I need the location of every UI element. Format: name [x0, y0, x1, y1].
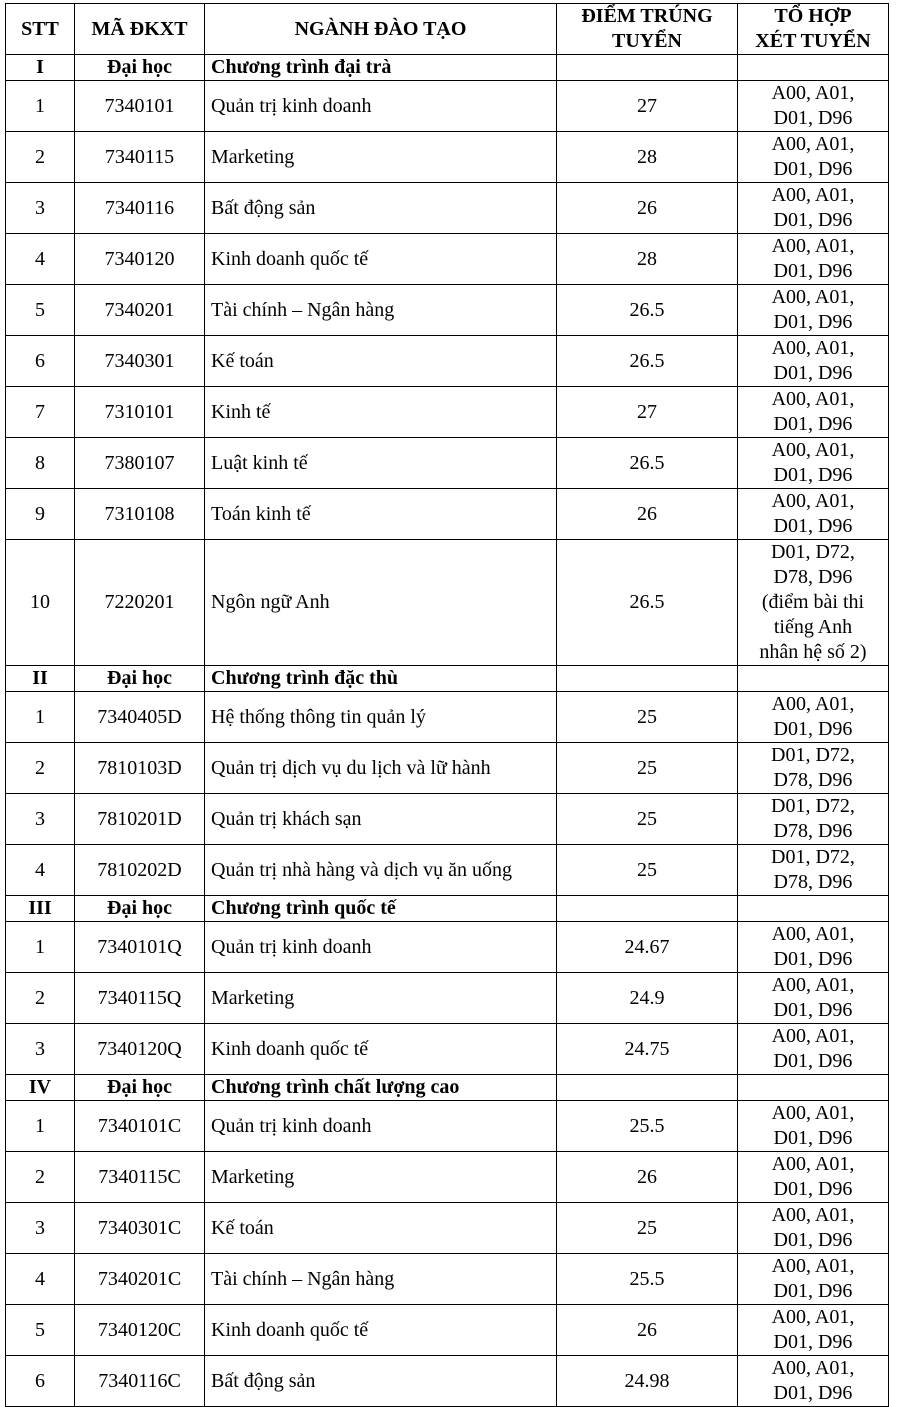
row-combo	[738, 743, 889, 794]
table-row	[6, 234, 889, 285]
row-major: Kế toán	[205, 336, 557, 387]
row-major: Quản trị nhà hàng và dịch vụ ăn uống	[205, 845, 557, 896]
table-row	[6, 336, 889, 387]
section-stt: II	[6, 666, 75, 692]
row-stt: 2	[6, 973, 75, 1024]
section-row	[6, 1075, 889, 1101]
section-stt: IV	[6, 1075, 75, 1101]
row-code: 7310108	[75, 489, 205, 540]
row-major: Quản trị dịch vụ du lịch và lữ hành	[205, 743, 557, 794]
row-code: 7340301	[75, 336, 205, 387]
section-combo-empty	[738, 55, 889, 81]
row-score: 26.5	[557, 438, 738, 489]
row-stt: 2	[6, 132, 75, 183]
table-row	[6, 540, 889, 666]
table-row	[6, 1254, 889, 1305]
row-combo	[738, 336, 889, 387]
row-score: 25	[557, 692, 738, 743]
row-combo	[738, 692, 889, 743]
row-combo-line: D01, D72,	[771, 846, 855, 868]
table-row	[6, 1356, 889, 1407]
row-combo	[738, 132, 889, 183]
row-stt: 4	[6, 234, 75, 285]
row-combo-line: nhân hệ số 2)	[759, 641, 867, 663]
row-combo	[738, 489, 889, 540]
row-code: 7340201C	[75, 1254, 205, 1305]
row-combo-line: D01, D96	[773, 1229, 853, 1251]
row-combo-line: D01, D96	[773, 464, 853, 486]
row-combo	[738, 1203, 889, 1254]
row-combo-line: D01, D96	[773, 515, 853, 537]
row-code: 7340101	[75, 81, 205, 132]
row-combo-line: D01, D96	[773, 107, 853, 129]
row-stt: 4	[6, 1254, 75, 1305]
row-combo	[738, 387, 889, 438]
row-combo-line: D01, D96	[773, 260, 853, 282]
row-stt: 3	[6, 183, 75, 234]
section-program: Chương trình quốc tế	[205, 896, 557, 922]
row-stt: 1	[6, 1101, 75, 1152]
row-stt: 1	[6, 692, 75, 743]
section-stt: III	[6, 896, 75, 922]
row-major: Bất động sản	[205, 183, 557, 234]
row-score: 25	[557, 794, 738, 845]
table-row	[6, 489, 889, 540]
row-score: 25.5	[557, 1101, 738, 1152]
row-stt: 2	[6, 743, 75, 794]
row-code: 7340116C	[75, 1356, 205, 1407]
row-combo	[738, 285, 889, 336]
header-code: MÃ ĐKXT	[75, 4, 205, 55]
row-combo-line: D01, D96	[773, 1382, 853, 1404]
row-code: 7340405D	[75, 692, 205, 743]
row-major: Marketing	[205, 132, 557, 183]
row-stt: 7	[6, 387, 75, 438]
row-major: Quản trị kinh doanh	[205, 1101, 557, 1152]
section-score-empty	[557, 1075, 738, 1101]
section-row	[6, 666, 889, 692]
row-combo-line: A00, A01,	[771, 1153, 855, 1175]
row-combo-line: A00, A01,	[771, 923, 855, 945]
row-major: Kinh tế	[205, 387, 557, 438]
row-combo-line: A00, A01,	[771, 337, 855, 359]
header-combo	[738, 4, 889, 55]
row-code: 7340115	[75, 132, 205, 183]
table-row	[6, 1101, 889, 1152]
table-header-row	[6, 4, 889, 55]
row-code: 7340120Q	[75, 1024, 205, 1075]
row-combo	[738, 1356, 889, 1407]
table-row	[6, 183, 889, 234]
section-combo-empty	[738, 666, 889, 692]
row-score: 25.5	[557, 1254, 738, 1305]
row-score: 26.5	[557, 336, 738, 387]
row-score: 27	[557, 387, 738, 438]
row-stt: 6	[6, 1356, 75, 1407]
header-score-line1: ĐIỂM TRÚNG	[581, 5, 713, 27]
table-row	[6, 285, 889, 336]
row-code: 7810103D	[75, 743, 205, 794]
row-combo-line: D01, D72,	[771, 541, 855, 563]
section-row	[6, 55, 889, 81]
row-combo-line: A00, A01,	[771, 1204, 855, 1226]
row-code: 7340115Q	[75, 973, 205, 1024]
row-combo-line: A00, A01,	[771, 388, 855, 410]
row-code: 7340101C	[75, 1101, 205, 1152]
table-row	[6, 973, 889, 1024]
table-row	[6, 1152, 889, 1203]
row-major: Tài chính – Ngân hàng	[205, 285, 557, 336]
row-major: Tài chính – Ngân hàng	[205, 1254, 557, 1305]
row-combo-line: D01, D96	[773, 311, 853, 333]
section-combo-empty	[738, 896, 889, 922]
row-score: 28	[557, 234, 738, 285]
row-code: 7220201	[75, 540, 205, 666]
row-combo-line: A00, A01,	[771, 1357, 855, 1379]
row-score: 26.5	[557, 285, 738, 336]
row-code: 7810202D	[75, 845, 205, 896]
section-score-empty	[557, 55, 738, 81]
table-row	[6, 1203, 889, 1254]
row-combo	[738, 1152, 889, 1203]
row-score: 24.98	[557, 1356, 738, 1407]
admission-scores-table	[5, 3, 889, 1407]
row-combo	[738, 1305, 889, 1356]
section-level: Đại học	[75, 666, 205, 692]
row-code: 7380107	[75, 438, 205, 489]
row-combo-line: A00, A01,	[771, 1102, 855, 1124]
row-combo	[738, 794, 889, 845]
row-major: Hệ thống thông tin quản lý	[205, 692, 557, 743]
section-program: Chương trình đại trà	[205, 55, 557, 81]
row-combo-line: A00, A01,	[771, 1255, 855, 1277]
row-combo-line: A00, A01,	[771, 235, 855, 257]
row-code: 7810201D	[75, 794, 205, 845]
row-score: 24.75	[557, 1024, 738, 1075]
row-combo-line: D78, D96	[773, 871, 853, 893]
row-combo	[738, 540, 889, 666]
row-combo-line: D01, D96	[773, 209, 853, 231]
header-combo-line1: TỔ HỢP	[774, 5, 852, 27]
row-score: 25	[557, 743, 738, 794]
row-stt: 8	[6, 438, 75, 489]
row-combo-line: D01, D96	[773, 1127, 853, 1149]
row-code: 7310101	[75, 387, 205, 438]
row-combo	[738, 234, 889, 285]
row-stt: 3	[6, 1203, 75, 1254]
row-combo	[738, 845, 889, 896]
row-major: Bất động sản	[205, 1356, 557, 1407]
row-code: 7340301C	[75, 1203, 205, 1254]
table-row	[6, 692, 889, 743]
section-level: Đại học	[75, 1075, 205, 1101]
row-combo-line: A00, A01,	[771, 1025, 855, 1047]
row-combo	[738, 1101, 889, 1152]
row-combo-line: D01, D96	[773, 999, 853, 1021]
row-score: 26	[557, 489, 738, 540]
section-combo-empty	[738, 1075, 889, 1101]
row-combo-line: D78, D96	[773, 769, 853, 791]
row-score: 26	[557, 183, 738, 234]
row-combo-line: D01, D96	[773, 948, 853, 970]
header-combo-line2: XÉT TUYỂN	[755, 30, 871, 52]
header-major: NGÀNH ĐÀO TẠO	[205, 4, 557, 55]
table-row	[6, 845, 889, 896]
row-major: Marketing	[205, 1152, 557, 1203]
row-stt: 4	[6, 845, 75, 896]
row-combo-line: D01, D96	[773, 1050, 853, 1072]
row-code: 7340201	[75, 285, 205, 336]
row-stt: 2	[6, 1152, 75, 1203]
row-combo-line: D01, D96	[773, 1331, 853, 1353]
row-combo-line: (điểm bài thi	[761, 591, 865, 613]
row-combo-line: D01, D72,	[771, 795, 855, 817]
row-combo-line: A00, A01,	[771, 82, 855, 104]
row-combo	[738, 81, 889, 132]
row-combo-line: D01, D72,	[771, 744, 855, 766]
row-stt: 5	[6, 285, 75, 336]
table-row	[6, 1024, 889, 1075]
row-combo-line: A00, A01,	[771, 133, 855, 155]
row-combo-line: A00, A01,	[771, 439, 855, 461]
table-row	[6, 438, 889, 489]
row-stt: 1	[6, 922, 75, 973]
row-code: 7340101Q	[75, 922, 205, 973]
table-body	[6, 55, 889, 1407]
row-major: Kinh doanh quốc tế	[205, 234, 557, 285]
table-row	[6, 132, 889, 183]
row-stt: 1	[6, 81, 75, 132]
row-stt: 3	[6, 794, 75, 845]
table-row	[6, 743, 889, 794]
table-row	[6, 81, 889, 132]
row-code: 7340120	[75, 234, 205, 285]
row-score: 28	[557, 132, 738, 183]
row-combo	[738, 1254, 889, 1305]
row-combo	[738, 183, 889, 234]
row-combo-line: A00, A01,	[771, 490, 855, 512]
header-score	[557, 4, 738, 55]
row-major: Toán kinh tế	[205, 489, 557, 540]
row-score: 26.5	[557, 540, 738, 666]
row-combo-line: D01, D96	[773, 1178, 853, 1200]
row-combo-line: D01, D96	[773, 413, 853, 435]
row-major: Luật kinh tế	[205, 438, 557, 489]
row-combo-line: D01, D96	[773, 158, 853, 180]
row-major: Kinh doanh quốc tế	[205, 1305, 557, 1356]
header-stt: STT	[6, 4, 75, 55]
row-combo-line: A00, A01,	[771, 974, 855, 996]
row-score: 24.9	[557, 973, 738, 1024]
row-stt: 10	[6, 540, 75, 666]
row-score: 26	[557, 1305, 738, 1356]
row-combo	[738, 438, 889, 489]
table-row	[6, 387, 889, 438]
section-program: Chương trình chất lượng cao	[205, 1075, 557, 1101]
section-program: Chương trình đặc thù	[205, 666, 557, 692]
row-combo-line: A00, A01,	[771, 693, 855, 715]
section-level: Đại học	[75, 55, 205, 81]
row-combo	[738, 1024, 889, 1075]
row-score: 25	[557, 1203, 738, 1254]
section-level: Đại học	[75, 896, 205, 922]
row-major: Quản trị khách sạn	[205, 794, 557, 845]
row-combo-line: D01, D96	[773, 718, 853, 740]
row-combo-line: tiếng Anh	[773, 616, 853, 638]
section-row	[6, 896, 889, 922]
row-combo-line: D78, D96	[773, 820, 853, 842]
table-row	[6, 922, 889, 973]
row-major: Quản trị kinh doanh	[205, 922, 557, 973]
row-combo	[738, 922, 889, 973]
header-score-line2: TUYỂN	[611, 30, 682, 52]
row-code: 7340116	[75, 183, 205, 234]
table-row	[6, 794, 889, 845]
row-stt: 6	[6, 336, 75, 387]
row-major: Quản trị kinh doanh	[205, 81, 557, 132]
row-combo-line: A00, A01,	[771, 286, 855, 308]
row-code: 7340120C	[75, 1305, 205, 1356]
row-major: Marketing	[205, 973, 557, 1024]
row-combo-line: D78, D96	[773, 566, 853, 588]
row-stt: 9	[6, 489, 75, 540]
row-score: 24.67	[557, 922, 738, 973]
row-major: Ngôn ngữ Anh	[205, 540, 557, 666]
row-major: Kinh doanh quốc tế	[205, 1024, 557, 1075]
section-score-empty	[557, 666, 738, 692]
row-score: 25	[557, 845, 738, 896]
row-code: 7340115C	[75, 1152, 205, 1203]
row-combo-line: D01, D96	[773, 362, 853, 384]
row-stt: 5	[6, 1305, 75, 1356]
row-combo-line: D01, D96	[773, 1280, 853, 1302]
row-major: Kế toán	[205, 1203, 557, 1254]
row-score: 27	[557, 81, 738, 132]
row-combo-line: A00, A01,	[771, 1306, 855, 1328]
table-row	[6, 1305, 889, 1356]
section-stt: I	[6, 55, 75, 81]
row-combo	[738, 973, 889, 1024]
row-score: 26	[557, 1152, 738, 1203]
row-stt: 3	[6, 1024, 75, 1075]
row-combo-line: A00, A01,	[771, 184, 855, 206]
section-score-empty	[557, 896, 738, 922]
